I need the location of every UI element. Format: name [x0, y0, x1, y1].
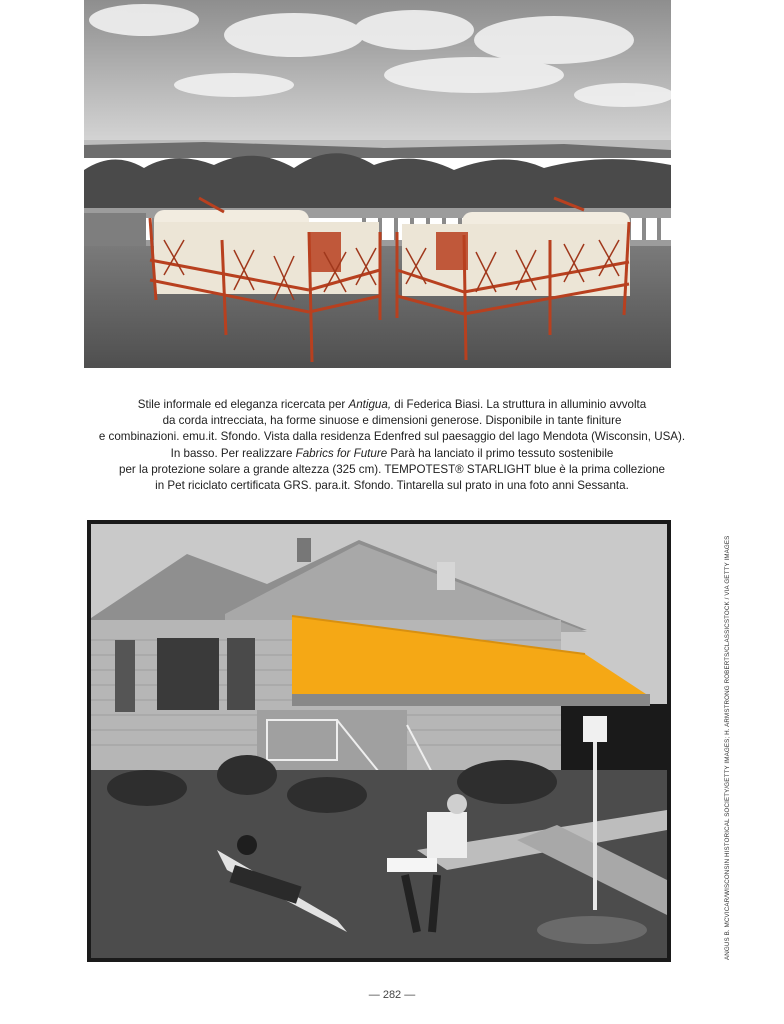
gable-vent — [437, 562, 455, 590]
page-number: — 282 — — [368, 989, 416, 1001]
photo-caption — [90, 397, 694, 494]
house-awning-photo — [87, 520, 671, 962]
armchairs-lake-photo — [84, 0, 671, 368]
product-name-antigua: Antigua, — [348, 398, 392, 411]
project-name-fabrics: Fabrics for Future — [295, 446, 388, 460]
caption-line-6: in Pet riciclato certificata GRS. para.it. Sfondo. Tintarella sul prato in una foto anni Sessanta. — [155, 479, 629, 493]
lamp-head — [583, 716, 607, 742]
caption-line-3: e combinazioni. emu.it. Sfondo. Vista dalla residenza Edenfred sul paesaggio del lago Mendota (Wisconsin, USA). — [98, 430, 686, 444]
window-left — [157, 638, 219, 710]
caption-line-1: Stile informale ed eleganza ricercata per Antigua, di Federica Biasi. La struttura in alluminio avvolta — [137, 398, 647, 411]
treeline — [84, 153, 671, 215]
caption-line-5: per la protezione solare a grande altezza (325 cm). TEMPOTEST® STARLIGHT blue è la prima collezione — [119, 462, 665, 476]
window-far-left — [115, 640, 135, 712]
window-door — [227, 638, 255, 710]
caption-line-2: da corda intrecciata, ha forme sinuose e dimensioni generose. Disponibile in tante finiture — [162, 414, 622, 428]
caption-line-4: In basso. Per realizzare Fabrics for Future Parà ha lanciato il primo tessuto sostenibile — [170, 446, 614, 460]
flower-bed — [537, 916, 647, 944]
photo-credit: ANGUS B. MCVICAR/WISCONSIN HISTORICAL SOCIETY/GETTY IMAGES; H. ARMSTRONG ROBERTS/CLASSICSTOCK / VIA GETTY IMAGES — [724, 535, 731, 960]
awning-valance — [292, 694, 650, 706]
